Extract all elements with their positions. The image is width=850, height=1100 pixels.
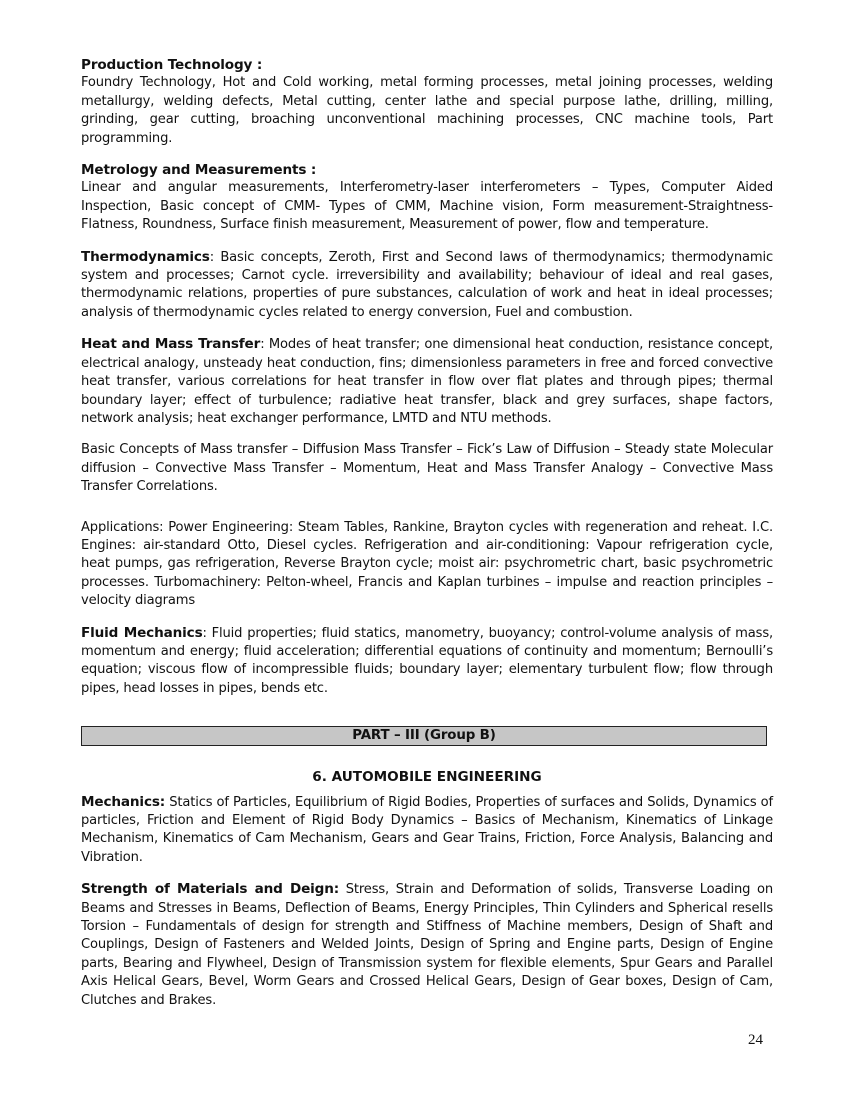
thermodynamics-paragraph bbox=[81, 248, 773, 323]
mass-transfer-basics-paragraph: Basic Concepts of Mass transfer – Diffusion Mass Transfer – Fick’s Law of Diffusion – Steady state Molecular diffusion – Convective Mass Transfer – Momentum, Heat and Mass Transfer Analogy – Convective Mass Transfer Correlations. bbox=[81, 442, 773, 495]
fluid-mechanics-heading: Fluid Mechanics bbox=[81, 624, 203, 641]
production-technology-body: Foundry Technology, Hot and Cold working, metal forming processes, metal joining processes, welding metallurgy, welding defects, Metal cutting, center lathe and special purpose lathe, drilling, milling, grinding, gear cutting, broaching unconventional machining processes, CNC machine tools, Part programming. bbox=[81, 75, 773, 146]
strength-of-materials-heading: Strength of Materials and Deign: bbox=[81, 881, 340, 898]
thermodynamics-heading: Thermodynamics bbox=[81, 248, 210, 265]
automobile-engineering-title: 6. AUTOMOBILE ENGINEERING bbox=[312, 769, 542, 786]
production-technology-heading: Production Technology : bbox=[81, 57, 263, 73]
heat-mass-transfer-body: : Modes of heat transfer; one dimensional heat conduction, resistance concept, electrical analogy, unsteady heat conduction, fins; dimensionless parameters in free and forced convective heat transfer, various correlations for heat transfer in flow over flat plates and through pipes; thermal boundary layer; effect of turbulence; radiative heat transfer, black and grey surfaces, shape factors, network analysis; heat exchanger performance, LMTD and NTU methods. bbox=[81, 337, 773, 426]
page-number: 24 bbox=[748, 1032, 763, 1048]
heat-mass-transfer-paragraph bbox=[81, 335, 773, 428]
mechanics-paragraph bbox=[81, 793, 773, 868]
thermodynamics-body: : Basic concepts, Zeroth, First and Second laws of thermodynamics; thermodynamic system and processes; Carnot cycle. irreversibility and availability; behaviour of ideal and real gases, thermodynamic relations, properties of pure substances, calculation of work and heat in ideal processes; analysis of thermodynamic cycles related to energy conversion, Fuel and combustion. bbox=[81, 249, 773, 320]
strength-of-materials-paragraph bbox=[81, 880, 773, 1010]
mechanics-heading: Mechanics: bbox=[81, 793, 166, 810]
mechanics-body: Statics of Particles, Equilibrium of Rigid Bodies, Properties of surfaces and Solids, Dynamics of particles, Friction and Element of Rigid Body Dynamics – Basics of Mechanism, Kinematics of Linkage Mechanism, Kinematics of Cam Mechanism, Gears and Gear Trains, Friction, Force Analysis, Balancing and Vibration. bbox=[81, 794, 773, 865]
document-page bbox=[81, 56, 773, 1023]
metrology-body: Linear and angular measurements, Interferometry-laser interferometers – Types, Computer Aided Inspection, Basic concept of CMM- Types of CMM, Machine vision, Form measurement-Straightness-Flatness, Roundness, Surface finish measurement, Measurement of power, flow and temperature. bbox=[81, 180, 773, 233]
heat-mass-transfer-heading: Heat and Mass Transfer bbox=[81, 336, 261, 353]
fluid-mechanics-paragraph bbox=[81, 624, 773, 699]
fluid-mechanics-body: : Fluid properties; fluid statics, manometry, buoyancy; control-volume analysis of mass, momentum and energy; fluid acceleration; differential equations of continuity and momentum; Bernoulli’s equation; viscous flow of incompressible fluids; boundary layer; elementary turbulent flow; flow through pipes, head losses in pipes, bends etc. bbox=[81, 625, 773, 696]
strength-of-materials-body: Stress, Strain and Deformation of solids, Transverse Loading on Beams and Stresses in Beams, Deflection of Beams, Energy Principles, Thin Cylinders and Spherical resells Torsion – Fundamentals of design for strength and Stiffness of Machine members, Design of Shaft and Couplings, Design of Fasteners and Welded Joints, Design of Spring and Engine parts, Design of Engine parts, Bearing and Flywheel, Design of Transmission system for flexible elements, Spur Gears and Parallel Axis Helical Gears, Bevel, Worm Gears and Crossed Helical Gears, Design of Gear boxes, Design of Cam, Clutches and Brakes. bbox=[81, 882, 773, 1008]
part-three-group-b-bar: PART – III (Group B) bbox=[81, 726, 767, 746]
applications-paragraph: Applications: Power Engineering: Steam Tables, Rankine, Brayton cycles with regeneration and reheat. I.C. Engines: air-standard Otto, Diesel cycles. Refrigeration and air-conditioning: Vapour refrigeration cycle, heat pumps, gas refrigeration, Reverse Brayton cycle; moist air: psychrometric chart, basic psychrometric processes. Turbomachinery: Pelton-wheel, Francis and Kaplan turbines – impulse and reaction principles – velocity diagrams bbox=[81, 519, 773, 609]
metrology-heading: Metrology and Measurements : bbox=[81, 162, 317, 179]
